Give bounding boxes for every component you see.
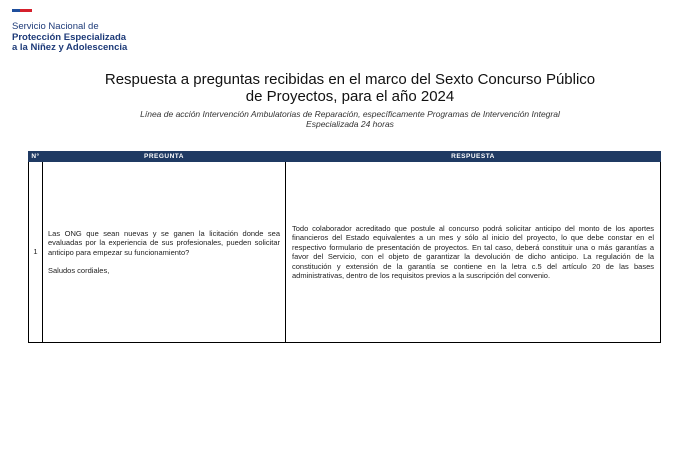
table-header-row [29,152,661,162]
document-title-line-2: de Proyectos, para el año 2024 [245,88,455,105]
answer-text: Todo colaborador acreditado que postule al concurso podrá solicitar anticipo del monto de los aportes financieros del Estado equivalentes a un mes y sólo al inicio del proyecto, lo que debe constar en el respectivo formulario de presentación de proyectos. En tal caso, deberá constituir una o más garantías a favor del Servicio, con el objeto de garantizar la devolución de dicho anticipo. La regulación de la constitución y extensión de la garantía se contiene en la letra c.5 del artículo 20 de las bases administrativas, dentro de los requisitos previos a la suscripción del convenio. [292,223,654,280]
header-number: N° [29,152,43,162]
row-number: 1 [29,162,43,343]
logo-line-2: Protección Especializada [12,32,127,43]
answer-cell [286,162,661,343]
service-logo [12,9,152,53]
qa-table [28,151,661,343]
flag-blue-segment [12,9,20,12]
logo-line-1: Servicio Nacional de [12,21,99,32]
document-subtitle-line-2: Especializada 24 horas [306,119,394,129]
question-text: Las ONG que sean nuevas y se ganen la licitación donde sea evaluadas por la experiencia de sus profesionales, pueden solicitar anticipo para empezar su funcionamiento? [48,228,280,257]
logo-line-3: a la Niñez y Adolescencia [12,42,128,53]
flag-stripe-icon [12,9,32,12]
document-title-line-1: Respuesta a preguntas recibidas en el marco del Sexto Concurso Público [104,71,596,88]
question-cell [43,162,286,343]
header-question: PREGUNTA [43,152,286,162]
question-greeting: Saludos cordiales, [48,266,110,275]
header-answer: RESPUESTA [286,152,661,162]
table-row [29,162,661,343]
flag-red-segment [20,9,32,12]
document-subtitle-line-1: Línea de acción Intervención Ambulatorias de Reparación, específicamente Programas de Intervención Integral [140,109,560,119]
